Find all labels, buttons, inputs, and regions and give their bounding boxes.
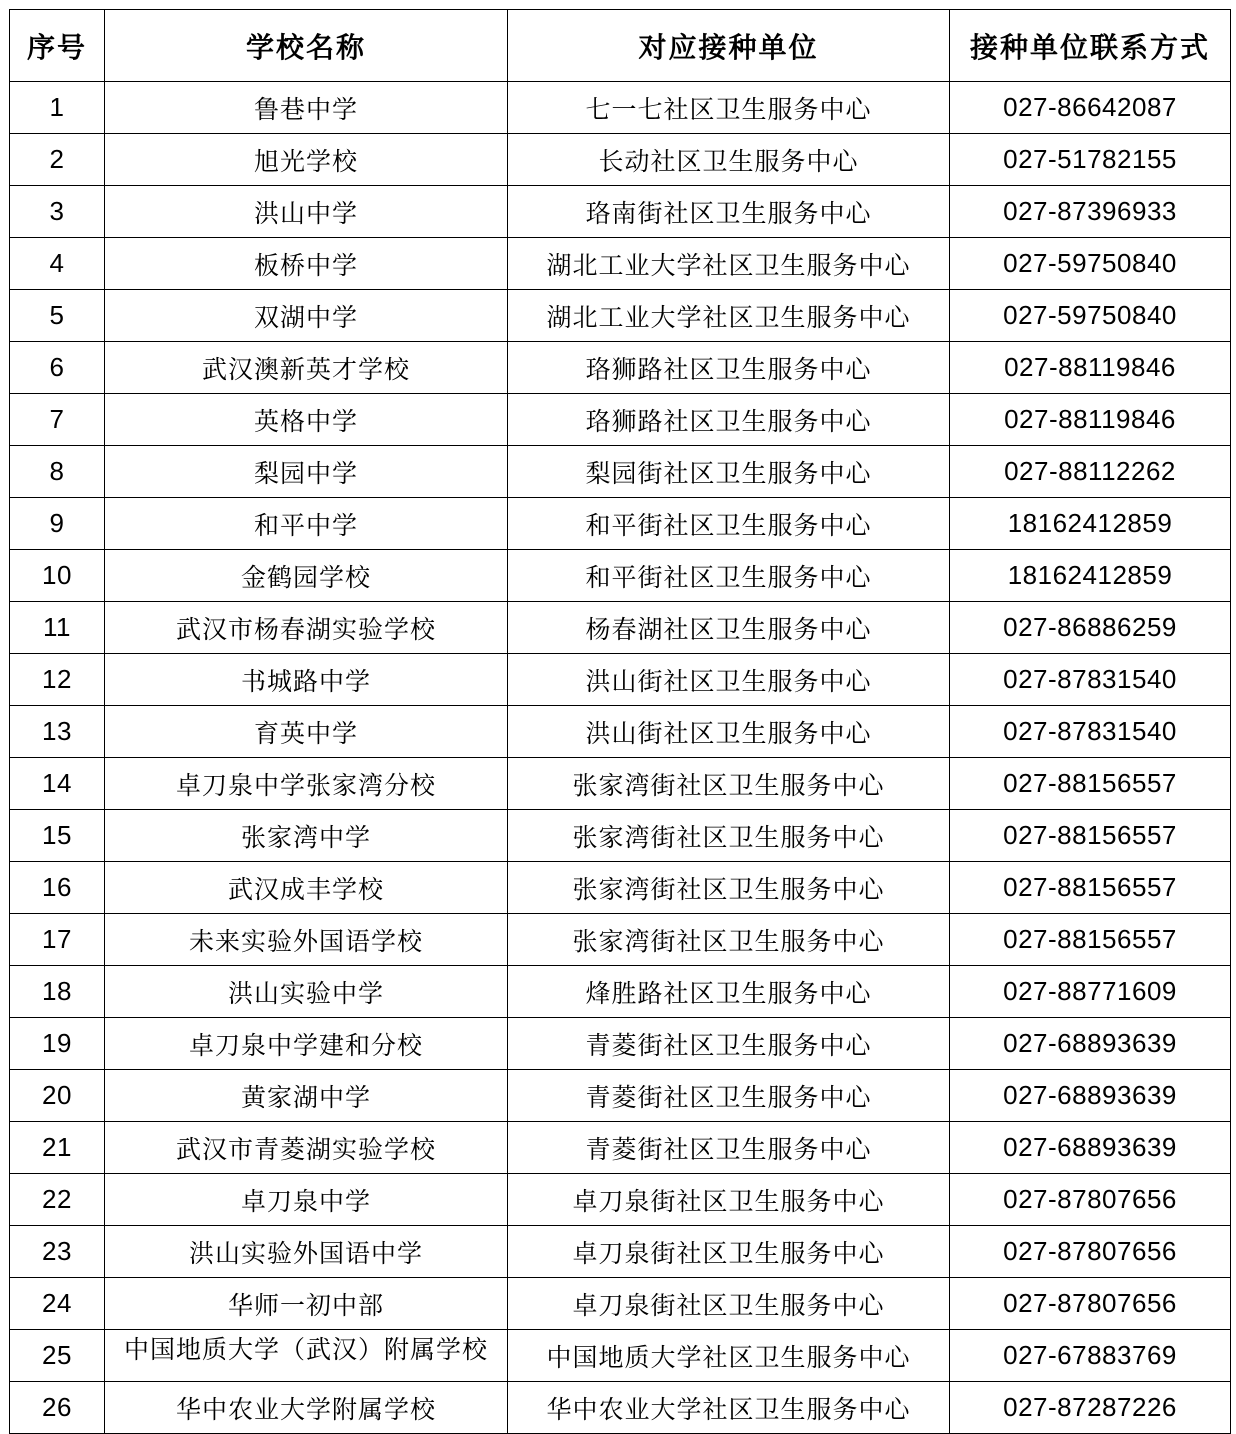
- row-serial-number: 8: [10, 446, 105, 498]
- row-serial-number: 2: [10, 134, 105, 186]
- row-vaccination-unit: 卓刀泉街社区卫生服务中心: [508, 1174, 950, 1226]
- row-school-name: 鲁巷中学: [105, 82, 508, 134]
- row-vaccination-unit: 张家湾街社区卫生服务中心: [508, 810, 950, 862]
- row-contact-phone: 027-68893639: [950, 1018, 1231, 1070]
- row-vaccination-unit: 杨春湖社区卫生服务中心: [508, 602, 950, 654]
- table-row: [10, 1330, 1231, 1382]
- row-serial-number: 10: [10, 550, 105, 602]
- row-contact-phone: 18162412859: [950, 550, 1231, 602]
- row-contact-phone: 027-88771609: [950, 966, 1231, 1018]
- row-contact-phone: 027-88156557: [950, 810, 1231, 862]
- row-school-name: 双湖中学: [105, 290, 508, 342]
- row-vaccination-unit: 张家湾街社区卫生服务中心: [508, 914, 950, 966]
- row-contact-phone: 027-87831540: [950, 706, 1231, 758]
- row-vaccination-unit: 张家湾街社区卫生服务中心: [508, 758, 950, 810]
- row-school-name: 洪山中学: [105, 186, 508, 238]
- row-contact-phone: 027-87807656: [950, 1226, 1231, 1278]
- row-vaccination-unit: 和平街社区卫生服务中心: [508, 550, 950, 602]
- row-contact-phone: 027-68893639: [950, 1122, 1231, 1174]
- row-school-name: 书城路中学: [105, 654, 508, 706]
- row-serial-number: 11: [10, 602, 105, 654]
- row-serial-number: 24: [10, 1278, 105, 1330]
- row-school-name: 未来实验外国语学校: [105, 914, 508, 966]
- row-contact-phone: 027-88119846: [950, 342, 1231, 394]
- row-vaccination-unit: 中国地质大学社区卫生服务中心: [508, 1330, 950, 1382]
- table-header-row: [10, 10, 1231, 82]
- row-serial-number: 23: [10, 1226, 105, 1278]
- table-row: [10, 1278, 1231, 1330]
- header-vaccination-unit: 对应接种单位: [508, 10, 950, 82]
- row-vaccination-unit: 七一七社区卫生服务中心: [508, 82, 950, 134]
- row-vaccination-unit: 和平街社区卫生服务中心: [508, 498, 950, 550]
- table-row: [10, 550, 1231, 602]
- row-contact-phone: 027-88156557: [950, 914, 1231, 966]
- row-contact-phone: 027-86886259: [950, 602, 1231, 654]
- row-serial-number: 5: [10, 290, 105, 342]
- table-row: [10, 1122, 1231, 1174]
- header-serial-number: 序号: [10, 10, 105, 82]
- row-serial-number: 19: [10, 1018, 105, 1070]
- row-school-name: 育英中学: [105, 706, 508, 758]
- row-contact-phone: 027-68893639: [950, 1070, 1231, 1122]
- row-vaccination-unit: 珞狮路社区卫生服务中心: [508, 394, 950, 446]
- row-vaccination-unit: 青菱街社区卫生服务中心: [508, 1018, 950, 1070]
- table-row: [10, 966, 1231, 1018]
- row-vaccination-unit: 卓刀泉街社区卫生服务中心: [508, 1278, 950, 1330]
- row-serial-number: 12: [10, 654, 105, 706]
- table-row: [10, 342, 1231, 394]
- row-vaccination-unit: 洪山街社区卫生服务中心: [508, 654, 950, 706]
- row-contact-phone: 027-86642087: [950, 82, 1231, 134]
- row-school-name: 梨园中学: [105, 446, 508, 498]
- table-row: [10, 82, 1231, 134]
- row-vaccination-unit: 珞狮路社区卫生服务中心: [508, 342, 950, 394]
- row-school-name: 华中农业大学附属学校: [105, 1382, 508, 1434]
- row-serial-number: 25: [10, 1330, 105, 1382]
- row-contact-phone: 18162412859: [950, 498, 1231, 550]
- row-school-name: 金鹤园学校: [105, 550, 508, 602]
- row-vaccination-unit: 烽胜路社区卫生服务中心: [508, 966, 950, 1018]
- header-unit-contact: 接种单位联系方式: [950, 10, 1231, 82]
- row-school-name: 卓刀泉中学: [105, 1174, 508, 1226]
- table-row: [10, 654, 1231, 706]
- table-row: [10, 1382, 1231, 1434]
- row-serial-number: 17: [10, 914, 105, 966]
- row-vaccination-unit: 湖北工业大学社区卫生服务中心: [508, 290, 950, 342]
- table-row: [10, 758, 1231, 810]
- row-contact-phone: 027-67883769: [950, 1330, 1231, 1382]
- row-contact-phone: 027-87396933: [950, 186, 1231, 238]
- row-contact-phone: 027-59750840: [950, 238, 1231, 290]
- row-serial-number: 26: [10, 1382, 105, 1434]
- row-vaccination-unit: 张家湾街社区卫生服务中心: [508, 862, 950, 914]
- row-serial-number: 14: [10, 758, 105, 810]
- row-serial-number: 15: [10, 810, 105, 862]
- vaccination-units-table: [9, 9, 1231, 1434]
- row-serial-number: 20: [10, 1070, 105, 1122]
- row-school-name: 和平中学: [105, 498, 508, 550]
- row-serial-number: 7: [10, 394, 105, 446]
- row-serial-number: 9: [10, 498, 105, 550]
- row-school-name: 卓刀泉中学建和分校: [105, 1018, 508, 1070]
- row-vaccination-unit: 珞南街社区卫生服务中心: [508, 186, 950, 238]
- row-school-name: 洪山实验中学: [105, 966, 508, 1018]
- row-school-name: 华师一初中部: [105, 1278, 508, 1330]
- row-school-name: 卓刀泉中学张家湾分校: [105, 758, 508, 810]
- row-vaccination-unit: 湖北工业大学社区卫生服务中心: [508, 238, 950, 290]
- table-row: [10, 238, 1231, 290]
- row-school-name: 中国地质大学（武汉）附属学校: [105, 1330, 508, 1382]
- row-serial-number: 13: [10, 706, 105, 758]
- table-row: [10, 290, 1231, 342]
- table-row: [10, 914, 1231, 966]
- row-serial-number: 4: [10, 238, 105, 290]
- row-serial-number: 6: [10, 342, 105, 394]
- table-row: [10, 810, 1231, 862]
- row-vaccination-unit: 卓刀泉街社区卫生服务中心: [508, 1226, 950, 1278]
- table-row: [10, 186, 1231, 238]
- row-serial-number: 16: [10, 862, 105, 914]
- table-row: [10, 1226, 1231, 1278]
- row-vaccination-unit: 华中农业大学社区卫生服务中心: [508, 1382, 950, 1434]
- table-row: [10, 862, 1231, 914]
- row-school-name: 洪山实验外国语中学: [105, 1226, 508, 1278]
- row-contact-phone: 027-59750840: [950, 290, 1231, 342]
- table-row: [10, 602, 1231, 654]
- table-row: [10, 446, 1231, 498]
- row-school-name: 旭光学校: [105, 134, 508, 186]
- table-row: [10, 1174, 1231, 1226]
- row-contact-phone: 027-88119846: [950, 394, 1231, 446]
- row-school-name: 黄家湖中学: [105, 1070, 508, 1122]
- row-vaccination-unit: 长动社区卫生服务中心: [508, 134, 950, 186]
- row-contact-phone: 027-88112262: [950, 446, 1231, 498]
- row-vaccination-unit: 青菱街社区卫生服务中心: [508, 1122, 950, 1174]
- header-school-name: 学校名称: [105, 10, 508, 82]
- row-school-name: 张家湾中学: [105, 810, 508, 862]
- table-row: [10, 498, 1231, 550]
- row-serial-number: 21: [10, 1122, 105, 1174]
- row-school-name: 武汉市青菱湖实验学校: [105, 1122, 508, 1174]
- table-row: [10, 134, 1231, 186]
- row-school-name: 武汉市杨春湖实验学校: [105, 602, 508, 654]
- table-row: [10, 706, 1231, 758]
- row-contact-phone: 027-51782155: [950, 134, 1231, 186]
- table-row: [10, 394, 1231, 446]
- row-school-name: 武汉成丰学校: [105, 862, 508, 914]
- table-row: [10, 1070, 1231, 1122]
- row-contact-phone: 027-87807656: [950, 1174, 1231, 1226]
- row-contact-phone: 027-87287226: [950, 1382, 1231, 1434]
- row-school-name: 武汉澳新英才学校: [105, 342, 508, 394]
- row-contact-phone: 027-88156557: [950, 758, 1231, 810]
- row-contact-phone: 027-87807656: [950, 1278, 1231, 1330]
- table-row: [10, 1018, 1231, 1070]
- row-serial-number: 1: [10, 82, 105, 134]
- row-vaccination-unit: 梨园街社区卫生服务中心: [508, 446, 950, 498]
- row-serial-number: 3: [10, 186, 105, 238]
- row-school-name: 英格中学: [105, 394, 508, 446]
- row-serial-number: 18: [10, 966, 105, 1018]
- row-contact-phone: 027-87831540: [950, 654, 1231, 706]
- row-contact-phone: 027-88156557: [950, 862, 1231, 914]
- row-school-name: 板桥中学: [105, 238, 508, 290]
- row-vaccination-unit: 青菱街社区卫生服务中心: [508, 1070, 950, 1122]
- row-vaccination-unit: 洪山街社区卫生服务中心: [508, 706, 950, 758]
- row-serial-number: 22: [10, 1174, 105, 1226]
